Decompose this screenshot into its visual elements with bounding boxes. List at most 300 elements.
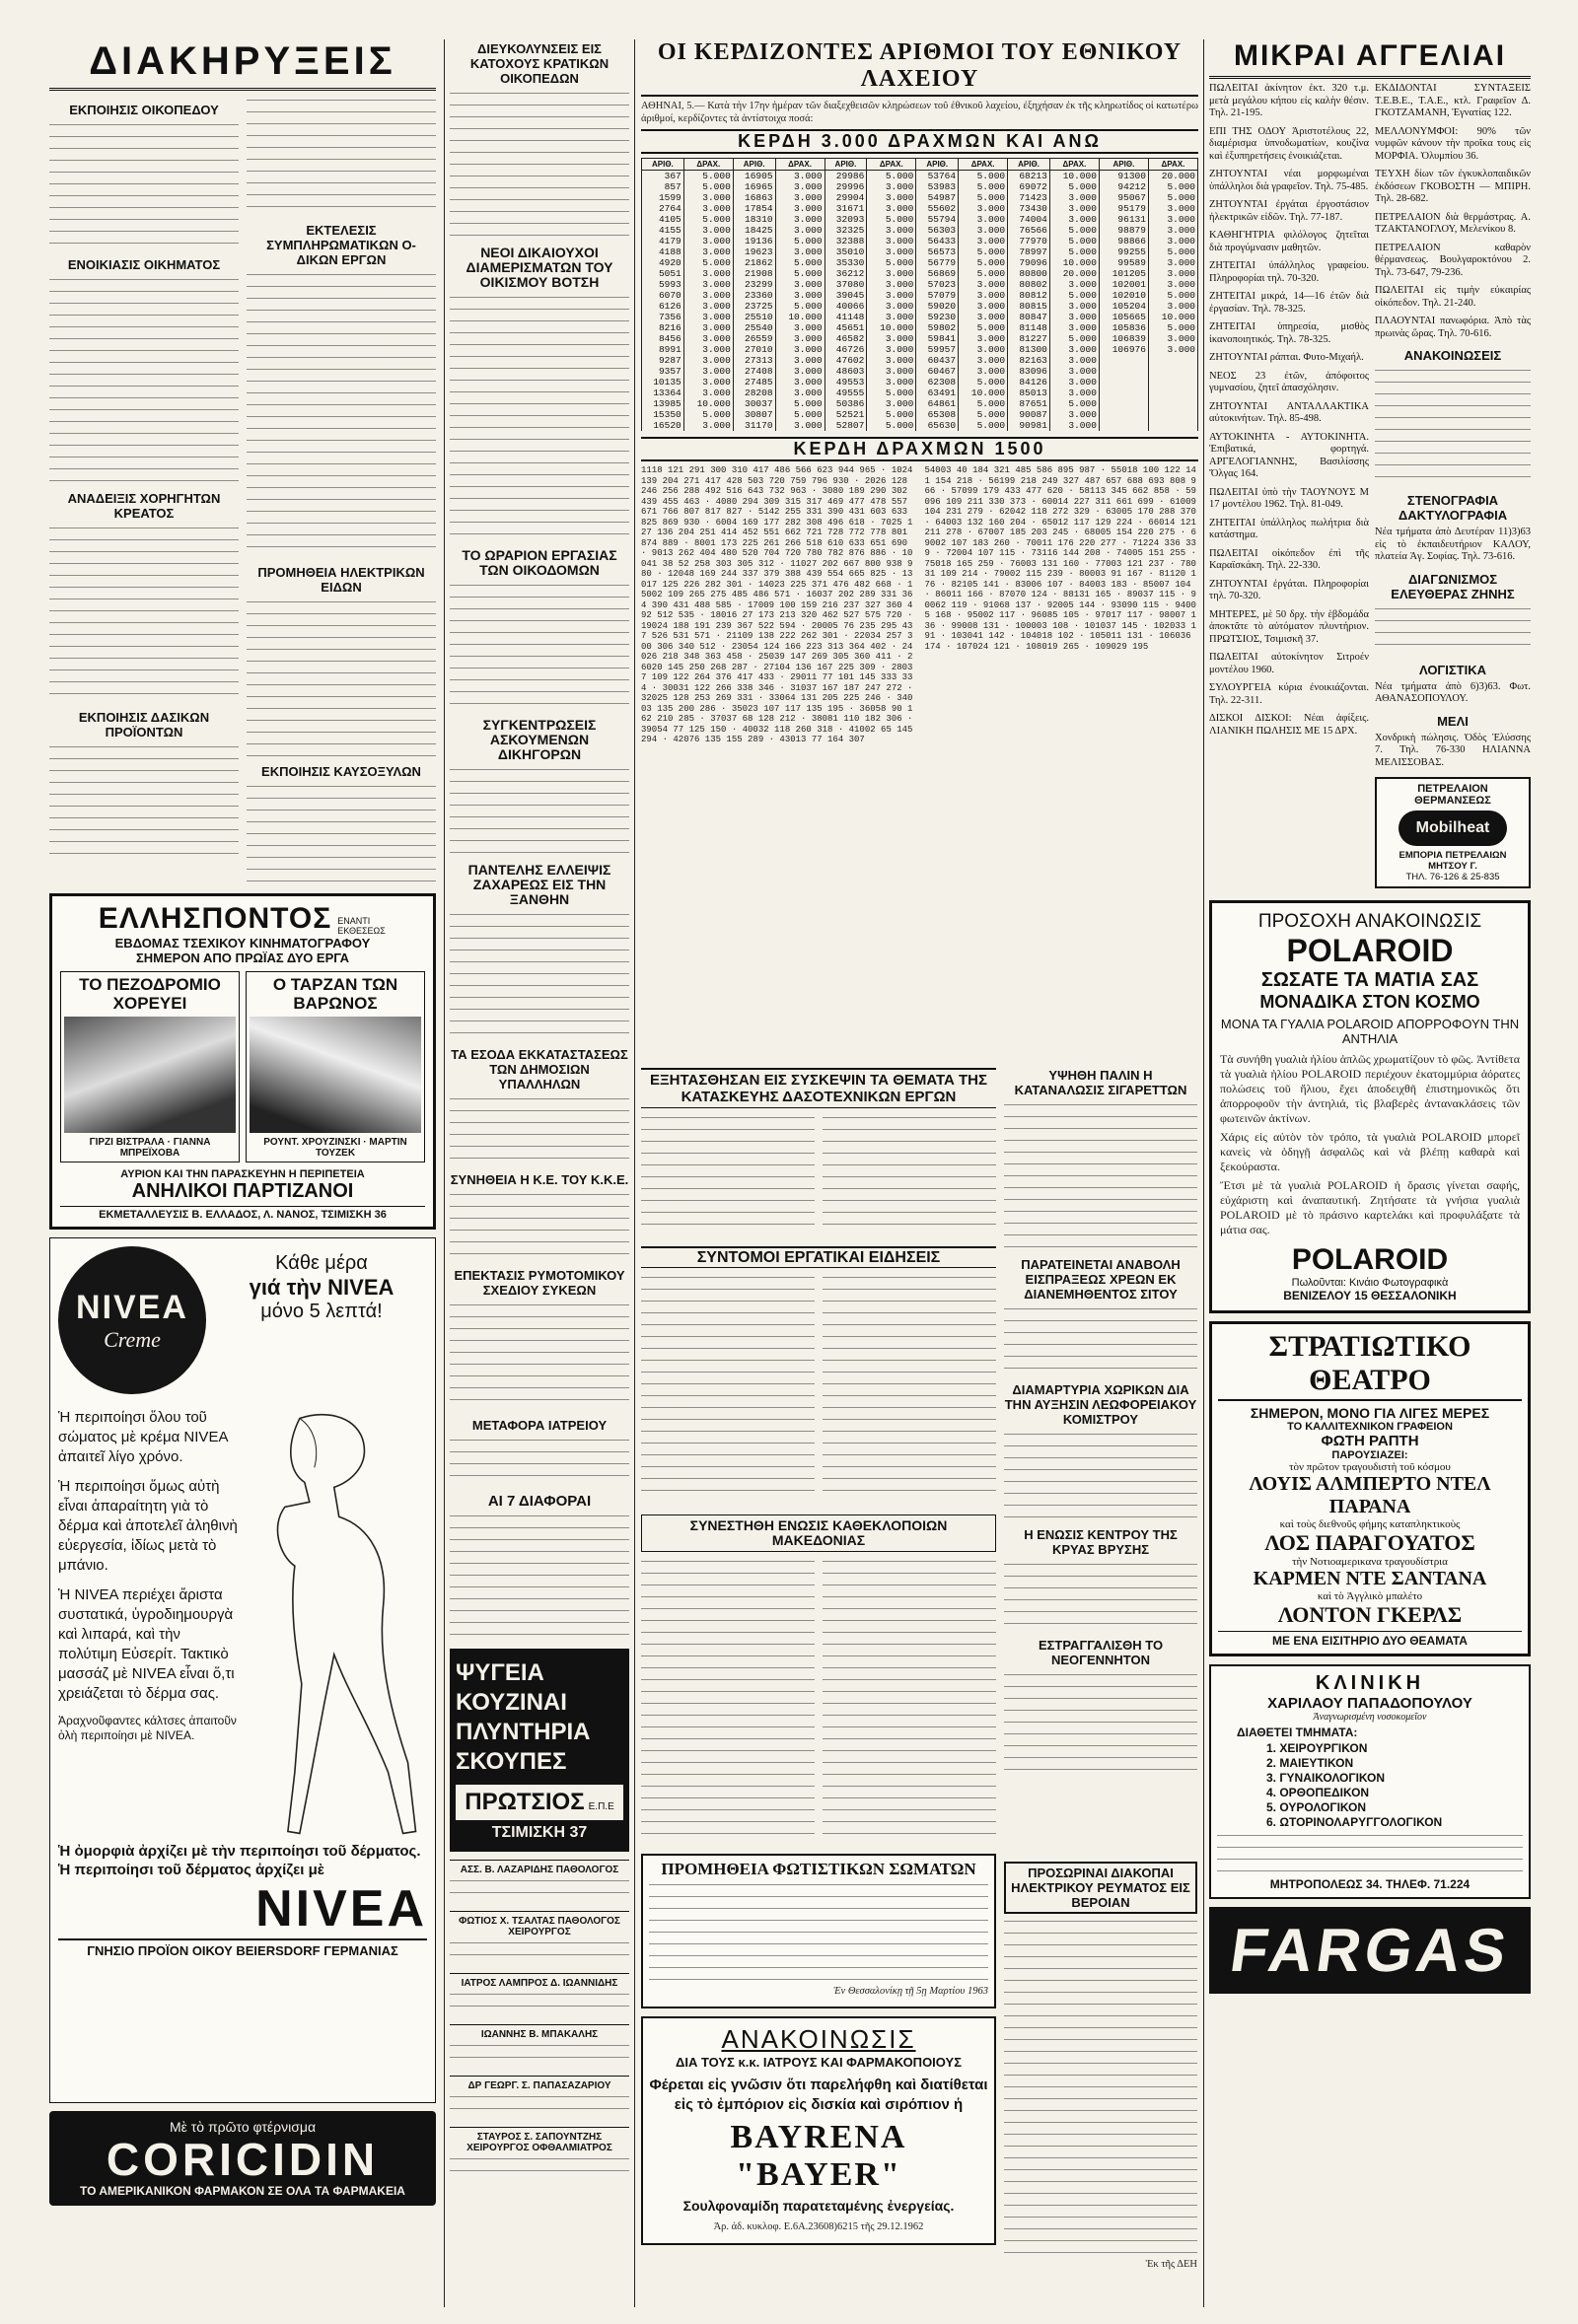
lottery-prize: 5.000: [1049, 333, 1099, 344]
article-title: ΤΟ ΩΡΑΡΙΟΝ ΕΡΓΑΣΙΑΣ ΤΩΝ ΟΙΚΟΔΟΜΩΝ: [462, 547, 617, 578]
lottery-number: 8216: [642, 322, 684, 333]
lottery-number: 1599: [642, 192, 684, 203]
doctor-card: [450, 1911, 629, 1973]
lottery-number: 16520: [642, 420, 684, 431]
classified-ad: ΕΠΙ ΤΗΣ ΟΔΟΥ Ἀριστοτέλους 22, διαμέρισμα ὑπνοδωματίων, κουζίνα καὶ ἐξυπηρετήσεις ἐνοικιάζεται.: [1209, 125, 1369, 162]
classified-ad: ΣΥΛΟΥΡΓΕΙΑ κύρια ἐνοικιάζονται. Τηλ. 22-311.: [1209, 682, 1369, 706]
theatre-line: ΤΟ ΚΑΛΛΙΤΕΧΝΙΚΟΝ ΓΡΑΦΕΙΟΝ: [1287, 1421, 1453, 1433]
classified-ad: ΖΗΤΟΥΝΤΑΙ νέαι μορφωμέναι ὑπάλληλοι διὰ γραφεῖον. Τηλ. 75-485.: [1209, 169, 1369, 192]
lottery-number: 39045: [825, 290, 867, 301]
lottery-number: 53764: [916, 171, 959, 182]
lottery-number: 4105: [642, 214, 684, 225]
clinic-dept: 4. ΟΡΘΟΠΕΔΙΚΟΝ: [1266, 1786, 1370, 1799]
lottery-prize: 3.000: [867, 181, 916, 192]
lottery-prize: [1148, 420, 1197, 431]
lottery-prize: 10.000: [775, 312, 825, 322]
lottery-prize: 3.000: [959, 312, 1008, 322]
polaroid-footer-brand: POLAROID: [1291, 1243, 1449, 1276]
lottery-number: 85013: [1008, 387, 1050, 398]
cinema-line: ΣΗΜΕΡΟΝ ΑΠΟ ΠΡΩΪΑΣ ΔΥΟ ΕΡΓΑ: [135, 951, 350, 965]
lottery-number: 5051: [642, 268, 684, 279]
lottery-row: [642, 409, 1198, 420]
theatre-line: τὸν πρῶτον τραγουδιστὴ τοῦ κόσμου: [1289, 1461, 1451, 1473]
section-header: ΔΙΑΚΗΡΥΞΕΙΣ: [49, 39, 436, 91]
doctor-card: [450, 1973, 629, 2024]
nivea-body: Ἡ NIVEA περιέχει ἄριστα συστατικά, ὑγροδιημουργὰ καὶ λιπαρά, καὶ τὴν πολύτιμη Εὐσερίτ. Τακτικὸ μασσάζ μὲ NIVEA εἶναι ὅ,τι χρειάζεται τὸ δέρμα σας.: [58, 1586, 235, 1702]
woman-illustration: [241, 1408, 428, 1842]
article-title: ΕΞΗΤΑΣΘΗΣΑΝ ΕΙΣ ΣΥΣΚΕΨΙΝ ΤΑ ΘΕΜΑΤΑ ΤΗΣ ΚΑΤΑΣΚΕΥΗΣ ΔΑΣΟΤΕΧΝΙΚΩΝ ΕΡΓΩΝ: [641, 1068, 996, 1108]
lottery-number: 82163: [1008, 355, 1050, 366]
lottery-number: 98879: [1099, 225, 1148, 236]
lottery-number: 5993: [642, 279, 684, 290]
lottery-prize: 3.000: [867, 312, 916, 322]
article-title: ΕΣΤΡΑΓΓΑΛΙΣΘΗ ΤΟ ΝΕΟΓΕΝΝΗΤΟΝ: [1038, 1638, 1164, 1667]
article-title: ΝΕΟΙ ΔΙΚΑΙΟΥΧΟΙ ΔΙΑΜΕΡΙΣΜΑΤΩΝ ΤΟΥ ΟΙΚΙΣΜΟΥ ΒΟΤΣΗ: [466, 245, 613, 290]
lottery-number: 90087: [1008, 409, 1050, 420]
doctor-details: [450, 1939, 629, 1963]
lottery-prize: 3.000: [683, 377, 733, 387]
lottery-title: ΟΙ ΚΕΡΔΙΖΟΝΤΕΣ ΑΡΙΘΜΟΙ ΤΟΥ ΕΘΝΙΚΟΥ ΛΑΧΕΙΟΥ: [641, 39, 1198, 97]
lottery-row: [642, 236, 1198, 246]
lottery-intro: ΑΘΗΝΑΙ, 5.— Κατὰ τὴν 17ην ἡμέραν τῶν διαξεχθεισῶν κληρώσεων τοῦ ἐθνικοῦ λαχείου, ἐξηχήσαν ἐκ τῆς κληρωτίδος οἱ κατωτέρω ἀριθμοί, κερδίζοντες τὰ ἀντίστοιχα ποσά:: [641, 101, 1198, 124]
lottery-number: 95179: [1099, 203, 1148, 214]
cinema-next: ΑΥΡΙΟΝ ΚΑΙ ΤΗΝ ΠΑΡΑΣΚΕΥΗΝ Η ΠΕΡΙΠΕΤΕΙΑ: [120, 1168, 365, 1180]
lottery-number: 45651: [825, 322, 867, 333]
lottery-prize: 3.000: [1049, 312, 1099, 322]
lottery-prize: 3.000: [683, 192, 733, 203]
article-body: [1004, 1918, 1197, 2253]
lottery-prize: 3.000: [775, 290, 825, 301]
doctor-name: ΙΑΤΡΟΣ ΛΑΜΠΡΟΣ Δ. ΙΩΑΝΝΙΔΗΣ: [461, 1978, 618, 1989]
article-body: [450, 1191, 629, 1260]
lottery-row: [642, 257, 1198, 268]
film-cast: ΡΟΥΝΤ. ΧΡΟΥΖΙΝΣΚΙ · ΜΑΡΤΙΝ ΤΟΥΖΕΚ: [263, 1137, 407, 1159]
lottery-number: 80812: [1008, 290, 1050, 301]
lottery-number: 81227: [1008, 333, 1050, 344]
lottery-number: 68213: [1008, 171, 1050, 182]
lottery-col-header: ΑΡΙΘ.: [916, 159, 959, 171]
polaroid-slogan: ΣΩΣΑΤΕ ΤΑ ΜΑΤΙΑ ΣΑΣ: [1260, 969, 1479, 991]
lottery-number: 29996: [825, 181, 867, 192]
doctor-details: [450, 2155, 629, 2179]
lottery-prize: 5.000: [867, 257, 916, 268]
lottery-prize: 3.000: [959, 344, 1008, 355]
lottery-band: ΚΕΡΔΗ 3.000 ΔΡΑΧΜΩΝ ΚΑΙ ΑΝΩ: [641, 129, 1198, 154]
clinic-title: ΚΛΙΝΙΚΗ: [1315, 1672, 1425, 1694]
lottery-prize: [1148, 398, 1197, 409]
lottery-number: 9287: [642, 355, 684, 366]
lottery-prize: 3.000: [775, 377, 825, 387]
classified-ad: ΠΕΤΡΕΛΑΙΟΝ καθαρὸν θέρμανσεως. Βουλγαροκτόνου 2. Τηλ. 73-647, 79-236.: [1375, 242, 1531, 278]
lottery-prize: 5.000: [1049, 225, 1099, 236]
theatre-line: ΜΕ ΕΝΑ ΕΙΣΙΤΗΡΙΟ ΔΥΟ ΘΕΑΜΑΤΑ: [1218, 1631, 1522, 1648]
lottery-section: [641, 39, 1198, 1055]
lottery-prize: 3.000: [775, 203, 825, 214]
lottery-number: 76566: [1008, 225, 1050, 236]
lottery-number: [1099, 409, 1148, 420]
lottery-number: 6070: [642, 290, 684, 301]
lottery-number: 7356: [642, 312, 684, 322]
lottery-prize: 3.000: [683, 236, 733, 246]
lottery-number: 99255: [1099, 246, 1148, 257]
lottery-list: 54003 40 184 321 485 586 895 987 · 55018 100 122 141 154 218 · 56199 218 249 327 487 657 688 693 808 966 · 57099 179 433 477 620 · 58113 345 662 858 · 59096 109 211 330 373 · 60014 227 311 661 699 · 61009 104 231 279 · 62042 118 272 329 · 63005 170 288 370 · 64003 132 160 204 · 65012 117 129 224 · 66014 121 211 278 · 67007 185 203 245 · 68005 154 220 275 · 69002 107 183 260 · 70011 176 220 277 · 71224 336 339 · 72004 107 115 · 73116 144 208 · 74005 151 255 · 75018 165 259 · 76003 131 160 · 77003 121 237 · 78031 109 214 · 79002 115 239 · 80003 91 167 · 81120 176 · 82105 141 · 83006 107 · 84003 183 · 85007 104 · 86011 166 · 87070 124 · 88131 165 · 89037 115 · 90062 119 · 91068 137 · 92005 144 · 93090 115 · 94005 168 · 95002 117 · 96085 105 · 97017 117 · 98007 136 · 99008 131 · 100003 108 · 101037 145 · 102033 191 · 103041 142 · 104018 102 · 105011 131 · 106036 174 · 107024 121 · 108019 265 · 109029 195: [924, 465, 1196, 652]
lottery-row: [642, 301, 1198, 312]
lottery-number: 6126: [642, 301, 684, 312]
column-announcements: [49, 39, 436, 2307]
lottery-number: 49553: [825, 377, 867, 387]
lottery-prize: 5.000: [1049, 246, 1099, 257]
lottery-prize: 3.000: [683, 290, 733, 301]
lottery-prize: 3.000: [959, 203, 1008, 214]
lottery-prize: 5.000: [775, 409, 825, 420]
classified-ad: ΜΗΤΕΡΕΣ, μὲ 50 δρχ. τὴν ἑβδομάδα ἀποκτᾶτε τὸ αὐτόματον πλυντήριον. ΠΡΩΤΣΙΟΣ, Τσιμισκῆ 37.: [1209, 608, 1369, 645]
lottery-number: 59841: [916, 333, 959, 344]
cinema-footer: ΕΚΜΕΤΑΛΛΕΥΣΙΣ Β. ΕΛΛΑΔΟΣ, Λ. ΝΑΝΟΣ, ΤΣΙΜΙΣΚΗ 36: [60, 1206, 425, 1221]
lottery-number: 4920: [642, 257, 684, 268]
lottery-number: 48603: [825, 366, 867, 377]
article-body: [823, 1558, 996, 1844]
lottery-number: 73430: [1008, 203, 1050, 214]
polaroid-footer: ΒΕΝΙΖΕΛΟΥ 15 ΘΕΣΣΑΛΟΝΙΚΗ: [1283, 1289, 1457, 1303]
theatre-star: ΛΟΣ ΠΑΡΑΓΟΥΑΤΟΣ: [1264, 1530, 1475, 1555]
lottery-prize: 5.000: [683, 214, 733, 225]
column-news: [450, 39, 629, 2307]
theatre-line: ΠΑΡΟΥΣΙΑΖΕΙ:: [1331, 1449, 1408, 1461]
lottery-prize: 3.000: [683, 333, 733, 344]
lottery-prize: [1148, 377, 1197, 387]
doctor-card: [450, 2024, 629, 2076]
lottery-prize: 3.000: [959, 214, 1008, 225]
classified-ad: ΠΩΛΕΙΤΑΙ εἰς τιμὴν εὐκαιρίας οἰκόπεδον. Τηλ. 21-240.: [1375, 285, 1531, 309]
lottery-prize: 5.000: [775, 398, 825, 409]
announcements-body: [1375, 367, 1531, 485]
lottery-number: 18310: [733, 214, 775, 225]
lottery-number: 91300: [1099, 171, 1148, 182]
classifieds-header: ΜΙΚΡΑΙ ΑΓΓΕΛΙΑΙ: [1209, 39, 1531, 79]
doctor-card: [450, 1860, 629, 1911]
lottery-prize: 5.000: [775, 301, 825, 312]
polaroid-footer: Πωλοῦνται: Κινάιο Φωτογραφικὰ: [1291, 1277, 1449, 1289]
lottery-number: 90981: [1008, 420, 1050, 431]
cinema-line: ΕΒΔΟΜΑΣ ΤΣΕΧΙΚΟΥ ΚΙΝΗΜΑΤΟΓΡΑΦΟΥ: [114, 936, 371, 951]
lottery-row: [642, 203, 1198, 214]
film-title: Ο ΤΑΡΖΑΝ ΤΩΝ ΒΑΡΩΝΟΣ: [272, 975, 398, 1013]
lottery-row: [642, 366, 1198, 377]
cinema-next-film: ΑΝΗΛΙΚΟΙ ΠΑΡΤΙΖΑΝΟΙ: [131, 1180, 354, 1202]
lottery-number: 41148: [825, 312, 867, 322]
lottery-prize: 10.000: [1049, 257, 1099, 268]
lottery-number: 63491: [916, 387, 959, 398]
article-sign: Ἐκ τῆς ΔΕΗ: [1145, 2259, 1197, 2270]
mobil-top: ΠΕΤΡΕΛΑΙΟΝ ΘΕΡΜΑΝΣΕΩΣ: [1414, 783, 1491, 807]
lottery-prize: 3.000: [1148, 344, 1197, 355]
lottery-prize: 3.000: [683, 279, 733, 290]
lottery-prize: 5.000: [959, 377, 1008, 387]
lottery-row: [642, 290, 1198, 301]
classified-ad: ΠΩΛΕΙΤΑΙ ἀκίνητον ἐκτ. 320 τ.μ. μετὰ μεγάλου κήπου εἰς καλὴν θέσιν. Τηλ. 21-195.: [1209, 83, 1369, 118]
doctor-card: [450, 2076, 629, 2127]
column-rule: [444, 39, 445, 2307]
lottery-number: 30037: [733, 398, 775, 409]
lottery-prize: 5.000: [867, 409, 916, 420]
classified-ad: ΖΗΤΟΥΝΤΑΙ ΑΝΤΑΛΛΑΚΤΙΚΑ αὐτοκινήτων. Τηλ. 85-498.: [1209, 400, 1369, 424]
lottery-prize: 5.000: [959, 409, 1008, 420]
classified-title: ΣΤΕΝΟΓΡΑΦΙΑ ΔΑΚΤΥΛΟΓΡΑΦΙΑ: [1398, 493, 1508, 523]
lottery-number: 102010: [1099, 290, 1148, 301]
lottery-number: 59802: [916, 322, 959, 333]
lottery-prize: 5.000: [1049, 181, 1099, 192]
theatre-line: τὴν Νοτιοαμερικανα τραγουδίστρια: [1292, 1556, 1448, 1568]
polaroid-brand: POLAROID: [1286, 933, 1454, 968]
lottery-prize: 3.000: [1049, 279, 1099, 290]
lottery-number: 105836: [1099, 322, 1148, 333]
lottery-number: 40066: [825, 301, 867, 312]
lottery-prize: 3.000: [959, 225, 1008, 236]
lottery-prize: 3.000: [1148, 268, 1197, 279]
clinic-dept: 6. ΩΤΟΡΙΝΟΛΑΡΥΓΓΟΛΟΓΙΚΟΝ: [1266, 1815, 1443, 1829]
lottery-number: 16965: [733, 181, 775, 192]
lottery-prize: 3.000: [775, 181, 825, 192]
mobil-logo: [1399, 810, 1507, 846]
lottery-row: [642, 279, 1198, 290]
article-body: [1004, 1561, 1197, 1630]
lottery-number: 65308: [916, 409, 959, 420]
article-title: ΣΥΝΗΘΕΙΑ Η Κ.Ε. ΤΟΥ Κ.Κ.Ε.: [450, 1172, 629, 1187]
lottery-number: 13364: [642, 387, 684, 398]
article-title: ΠΡΟΣΩΡΙΝΑΙ ΔΙΑΚΟΠΑΙ ΗΛΕΚΤΡΙΚΟΥ ΡΕΥΜΑΤΟΣ ΕΙΣ ΒΕΡΟΙΑΝ: [1004, 1862, 1197, 1914]
lottery-prize: 3.000: [683, 268, 733, 279]
lottery-number: 23725: [733, 301, 775, 312]
appliance-ad: [450, 1649, 629, 1852]
lottery-prize: 3.000: [1148, 214, 1197, 225]
lottery-number: 19136: [733, 236, 775, 246]
lottery-number: 32093: [825, 214, 867, 225]
cinema-sub: ΕΝΑΝΤΙ ΕΚΘΕΣΕΩΣ: [337, 916, 386, 936]
tender-body: [649, 1881, 988, 1980]
bayer-ad: [641, 2016, 996, 2246]
lottery-prize: 3.000: [775, 387, 825, 398]
lottery-prize: 3.000: [867, 344, 916, 355]
lottery-number: 47602: [825, 355, 867, 366]
clinic-details: [1217, 1832, 1523, 1871]
lottery-number: 105204: [1099, 301, 1148, 312]
lottery-col-header: ΔΡΑΧ.: [775, 159, 825, 171]
lottery-prize: 5.000: [1148, 192, 1197, 203]
lottery-number: 10135: [642, 377, 684, 387]
lottery-prize: 5.000: [1049, 398, 1099, 409]
lottery-number: 80847: [1008, 312, 1050, 322]
lottery-number: 56433: [916, 236, 959, 246]
lottery-number: 80815: [1008, 301, 1050, 312]
lottery-prize: 3.000: [1049, 344, 1099, 355]
lottery-number: [1099, 366, 1148, 377]
theatre-line: καὶ τὸ Ἀγγλικὸ μπαλέτο: [1317, 1590, 1423, 1602]
article-body: [1004, 1101, 1197, 1249]
doctor-details: [450, 1877, 629, 1901]
lottery-prize: 3.000: [867, 236, 916, 246]
article-title: ΥΨΗΘΗ ΠΑΛΙΝ Η ΚΑΤΑΝΑΛΩΣΙΣ ΣΙΓΑΡΕΤΤΩΝ: [1014, 1068, 1187, 1097]
notice-title: ΕΚΠΟΙΗΣΙΣ ΟΙΚΟΠΕΔΟΥ: [69, 103, 219, 117]
lottery-prize: 3.000: [775, 344, 825, 355]
lottery-number: 77970: [1008, 236, 1050, 246]
lottery-number: 106976: [1099, 344, 1148, 355]
classified-body-lines: [1375, 605, 1531, 655]
lottery-number: 59230: [916, 312, 959, 322]
film-photo: [250, 1017, 421, 1133]
lottery-number: 105665: [1099, 312, 1148, 322]
classified-ad: ΠΕΤΡΕΛΑΙΟΝ διὰ θερμάστρας. Α. ΤΖΑΚΤΑΝΟΓΛΟΥ, Μελενίκου 8.: [1375, 211, 1531, 235]
theatre-star: ΚΑΡΜΕΝ ΝΤΕ ΣΑΝΤΑΝΑ: [1253, 1568, 1487, 1589]
classified-title: ΜΕΛΙ: [1437, 713, 1469, 729]
nivea-tagline: Ἡ ὀμορφιὰ ἀρχίζει μὲ τὴν περιποίησι τοῦ δέρματος. Ἡ περιποίησι τοῦ δέρματος ἀρχίζει μὲ: [58, 1843, 421, 1878]
lottery-number: 80800: [1008, 268, 1050, 279]
notice-title: ΑΝΑΔΕΙΞΙΣ ΧΟΡΗΓΗΤΩΝ ΚΡΕΑΤΟΣ: [67, 491, 221, 521]
lottery-number: 26559: [733, 333, 775, 344]
lottery-number: 32325: [825, 225, 867, 236]
nivea-ad: [49, 1237, 436, 2103]
polaroid-ad: [1209, 900, 1531, 1313]
lottery-number: 96131: [1099, 214, 1148, 225]
clinic-name: ΧΑΡΙΛΑΟΥ ΠΑΠΑΔΟΠΟΥΛΟΥ: [1267, 1695, 1472, 1712]
lottery-row: [642, 377, 1198, 387]
article-title: ΕΠΕΚΤΑΣΙΣ ΡΥΜΟΤΟΜΙΚΟΥ ΣΧΕΔΙΟΥ ΣΥΚΕΩΝ: [454, 1268, 625, 1298]
lottery-number: [1099, 420, 1148, 431]
lottery-prize: 5.000: [1049, 236, 1099, 246]
lottery-prize: 3.000: [775, 246, 825, 257]
lottery-prize: 3.000: [867, 225, 916, 236]
lottery-prize: 3.000: [775, 366, 825, 377]
cinema-ad: [49, 893, 436, 1230]
lottery-row: [642, 192, 1198, 203]
notice-body: [247, 271, 436, 557]
lottery-number: 79096: [1008, 257, 1050, 268]
lottery-prize: 3.000: [867, 279, 916, 290]
lottery-row: [642, 268, 1198, 279]
column-rule: [1203, 39, 1204, 2307]
lottery-prize: 3.000: [683, 312, 733, 322]
lottery-prize: 5.000: [959, 257, 1008, 268]
lottery-number: 94212: [1099, 181, 1148, 192]
theatre-title: ΣΤΡΑΤΙΩΤΙΚΟ ΘΕΑΤΡΟ: [1218, 1330, 1522, 1401]
lottery-prize: 3.000: [775, 420, 825, 431]
lottery-number: 59957: [916, 344, 959, 355]
lottery-prize: 3.000: [775, 192, 825, 203]
lottery-col-header: ΔΡΑΧ.: [683, 159, 733, 171]
lottery-prize: 20.000: [1148, 171, 1197, 182]
notice-title: ΕΝΟΙΚΙΑΣΙΣ ΟΙΚΗΜΑΤΟΣ: [67, 257, 221, 272]
lottery-prize: 10.000: [683, 398, 733, 409]
lottery-number: 53983: [916, 181, 959, 192]
lottery-number: 56779: [916, 257, 959, 268]
lottery-number: 27010: [733, 344, 775, 355]
lottery-prize: 3.000: [683, 225, 733, 236]
lottery-prize: 3.000: [1049, 301, 1099, 312]
fargas-ad: [1209, 1907, 1531, 1994]
lottery-prize: 3.000: [1049, 420, 1099, 431]
tender-title: ΠΡΟΜΗΘΕΙΑ ΦΩΤΙΣΤΙΚΩΝ ΣΩΜΑΤΩΝ: [661, 1860, 976, 1878]
classified-ad: ΝΕΟΣ 23 ἐτῶν, ἀπόφοιτος γυμνασίου, ζητεῖ ἀπασχόλησιν.: [1209, 370, 1369, 393]
classified-ad: ΖΗΤΕΙΤΑΙ ὑπάλληλος πωλήτρια διὰ κατάστημα.: [1209, 517, 1369, 540]
lottery-prize: 5.000: [959, 181, 1008, 192]
notice-body: [49, 743, 239, 862]
lottery-row: [642, 355, 1198, 366]
lottery-prize: 3.000: [1049, 377, 1099, 387]
lottery-number: 21908: [733, 268, 775, 279]
lottery-prize: 3.000: [959, 355, 1008, 366]
lottery-prize: 3.000: [1049, 387, 1099, 398]
lottery-number: 106839: [1099, 333, 1148, 344]
classified-ad: ΖΗΤΕΙΤΑΙ μικρά, 14—16 ἐτῶν διὰ ἐργασίαν. Τηλ. 78-325.: [1209, 291, 1369, 315]
lottery-prize: 3.000: [775, 225, 825, 236]
lottery-prize: 3.000: [683, 420, 733, 431]
lottery-prize: 3.000: [775, 279, 825, 290]
lottery-col-header: ΔΡΑΧ.: [1148, 159, 1197, 171]
lottery-prize: 3.000: [959, 333, 1008, 344]
lottery-number: 49555: [825, 387, 867, 398]
lottery-prize: [1148, 366, 1197, 377]
article-title: ΑΙ 7 ΔΙΑΦΟΡΑΙ: [487, 1493, 592, 1510]
polaroid-body: Χάρις εἰς αὐτὸν τὸν τρόπο, τὰ γυαλιὰ POLAROID μπορεῖ κανεὶς νὰ ὁδηγῇ ἀσφαλῶς καὶ νὰ βλέπῃ καθαρὰ καὶ ξεκούραστα.: [1220, 1130, 1520, 1173]
lottery-number: 71423: [1008, 192, 1050, 203]
coricidin-sub: ΤΟ ΑΜΕΡΙΚΑΝΙΚΟΝ ΦΑΡΜΑΚΟΝ ΣΕ ΟΛΑ ΤΑ ΦΑΡΜΑΚΕΙΑ: [80, 2184, 405, 2198]
lottery-number: 857: [642, 181, 684, 192]
doctor-name: ΑΣΣ. Β. ΛΑΖΑΡΙΔΗΣ ΠΑΘΟΛΟΓΟΣ: [460, 1865, 619, 1875]
lottery-row: [642, 387, 1198, 398]
clinic-ad: [1209, 1664, 1531, 1899]
lottery-prize: 3.000: [1049, 366, 1099, 377]
lottery-prize: 3.000: [683, 355, 733, 366]
lottery-number: 30807: [733, 409, 775, 420]
lottery-number: 28208: [733, 387, 775, 398]
notice-title: ΕΚΠΟΙΗΣΙΣ ΚΑΥΣΟΞΥΛΩΝ: [261, 764, 421, 779]
lottery-prize: 3.000: [867, 355, 916, 366]
lottery-number: 57079: [916, 290, 959, 301]
lottery-number: 29986: [825, 171, 867, 182]
doctor-details: [450, 2042, 629, 2066]
lottery-number: 23360: [733, 290, 775, 301]
lottery-row: [642, 225, 1198, 236]
clinic-dept: 2. ΜΑΙΕΥΤΙΚΟΝ: [1266, 1756, 1354, 1770]
lottery-prize: 3.000: [867, 246, 916, 257]
nivea-headline: μόνο 5 λεπτά!: [260, 1301, 383, 1322]
lottery-prize: [1148, 409, 1197, 420]
lottery-number: 64861: [916, 398, 959, 409]
article-title: ΣΥΝΤΟΜΟΙ ΕΡΓΑΤΙΚΑΙ ΕΙΔΗΣΕΙΣ: [641, 1246, 996, 1268]
classified-ad: ΠΩΛΕΙΤΑΙ αὐτοκίνητον Σιτροέν μοντέλου 1960.: [1209, 652, 1369, 675]
article-body: [641, 1558, 815, 1844]
theatre-line: ΣΗΜΕΡΟΝ, ΜΟΝΟ ΓΙΑ ΛΙΓΕΣ ΜΕΡΕΣ: [1250, 1405, 1490, 1421]
lottery-number: 2764: [642, 203, 684, 214]
article-title: ΔΙΑΜΑΡΤΥΡΙΑ ΧΩΡΙΚΩΝ ΔΙΑ ΤΗΝ ΑΥΞΗΣΙΝ ΛΕΩΦΟΡΕΙΑΚΟΥ ΚΟΜΙΣΤΡΟΥ: [1004, 1382, 1197, 1427]
classified-body: Νέα τμήματα ἀπὸ Δευτέραν 11)3)63 εἰς τὸ ἐκπαιδευτήριον ΚΑΛΟΥ, πλατεία Ἁγ. Σοφίας. Τηλ. 73-616.: [1375, 527, 1531, 562]
notice-body: [49, 525, 239, 702]
lottery-prize: 3.000: [683, 246, 733, 257]
lottery-number: 8991: [642, 344, 684, 355]
lottery-number: 80802: [1008, 279, 1050, 290]
lottery-number: 55602: [916, 203, 959, 214]
lottery-col-header: ΑΡΙΘ.: [1008, 159, 1050, 171]
lottery-row: [642, 322, 1198, 333]
doctor-name: ΦΩΤΙΟΣ Χ. ΤΣΑΛΤΑΣ ΠΑΘΟΛΟΓΟΣ ΧΕΙΡΟΥΡΓΟΣ: [459, 1916, 620, 1937]
coricidin-name: CORICIDIN: [106, 2134, 380, 2185]
notice-body: [247, 599, 436, 756]
lottery-band: ΚΕΡΔΗ ΔΡΑΧΜΩΝ 1500: [641, 437, 1198, 461]
lottery-prize: 3.000: [1148, 203, 1197, 214]
lottery-row: [642, 246, 1198, 257]
lottery-number: 16905: [733, 171, 775, 182]
polaroid-body: Τὰ συνήθη γυαλιὰ ἡλίου ἁπλῶς χρωματίζουν τὸ φῶς. Ἀντίθετα τὰ γυαλιὰ ἡλίου POLAROID περιέχουν ἑκατομμύρια ἀόρατες πολώσεις τοῦ ἥλιου, ἔχει ἀποδειχθῆ ἐπιστημονικῶς ὅτι ἀπορροφοῦν τὴν ἀντηλιά, τὶς βλαβερὲς ἀντανακλάσεις τῶν φωτεινῶν ἀκτίνων.: [1220, 1052, 1520, 1125]
nivea-body: Ἡ περιποίησι ὅλου τοῦ σώματος μὲ κρέμα NIVEA ἀπαιτεῖ λίγο χρόνο.: [58, 1409, 228, 1465]
